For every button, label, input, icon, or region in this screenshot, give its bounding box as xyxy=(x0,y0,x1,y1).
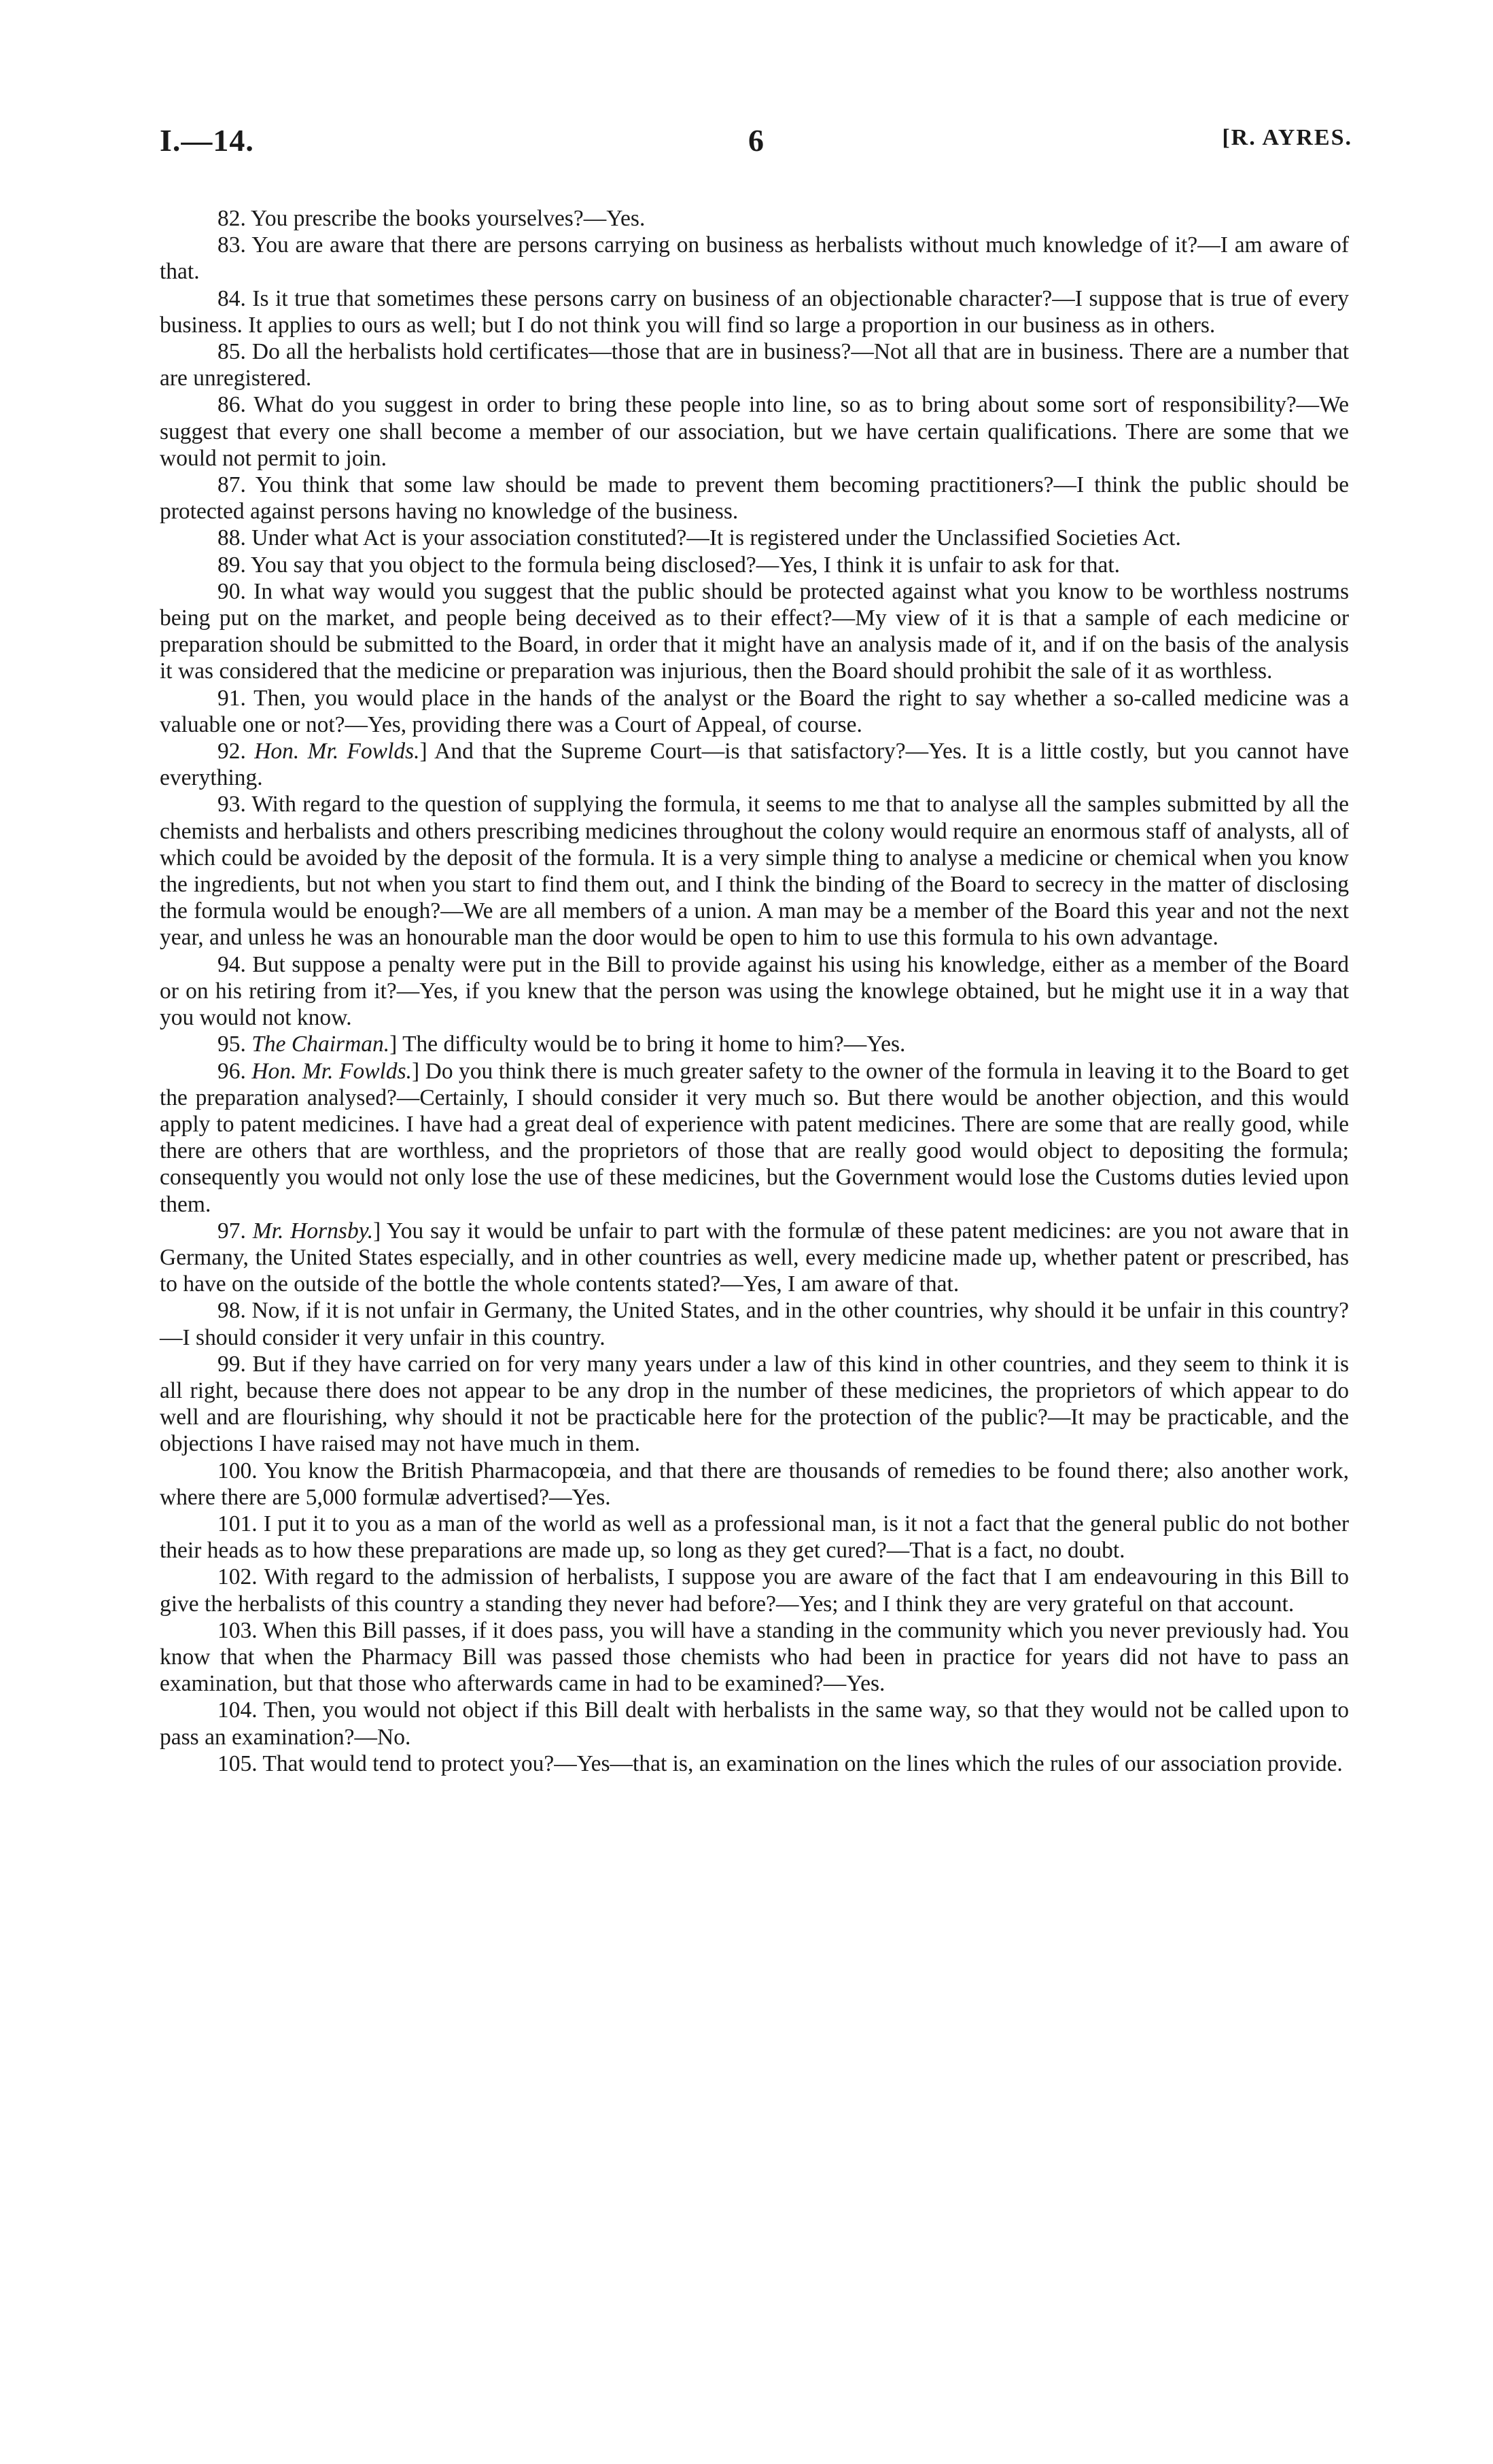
page-number: 6 xyxy=(748,123,764,158)
question-86: 86. What do you suggest in order to bring these people into line, so as to bring about some sort of responsibility?—We suggest that every one shall become a member of our association, but we have certain qualifications. There are some that we would not permit to join. xyxy=(160,392,1349,471)
question-104: 104. Then, you would not object if this Bill dealt with herbalists in the same way, so that they would not be called upon to pass an examination?—No. xyxy=(160,1697,1349,1750)
question-84: 84. Is it true that sometimes these persons carry on business of an objectionable character?—I suppose that is true of every business. It applies to ours as well; but I do not think you will find so large a proportion in our business as in others. xyxy=(160,285,1349,338)
question-100: 100. You know the British Pharmacopœia, and that there are thousands of remedies to be found there; also another work, where there are 5,000 formulæ advertised?—Yes. xyxy=(160,1458,1349,1510)
question-85: 85. Do all the herbalists hold certificates—those that are in business?—Not all that are in business. There are a number that are unregistered. xyxy=(160,339,1349,391)
speaker-name: Mr. Hornsby. xyxy=(252,1218,374,1244)
question-89: 89. You say that you object to the formula being disclosed?—Yes, I think it is unfair to ask for that. xyxy=(217,552,1121,578)
witness-name: [R. AYRES. xyxy=(1222,125,1352,150)
question-91: 91. Then, you would place in the hands of the analyst or the Board the right to say whether a so-called medicine was a valuable one or not?—Yes, providing there was a Court of Appeal, of course. xyxy=(160,685,1349,737)
document-reference: I.—14. xyxy=(160,123,254,158)
question-90: 90. In what way would you suggest that the public should be protected against what you know to be worthless nostrums being put on the market, and people being deceived as to their effect?—My view of it is that a sample of each medicine or preparation should be submitted to the Board, in order that it might have an analysis made of it, and if on the basis of the analysis it was considered that the medicine or preparation was injurious, then the Board should prohibit the sale of it as worthless. xyxy=(160,578,1349,684)
question-87: 87. You think that some law should be made to prevent them becoming practitioners?—I think the public should be protected against persons having no knowledge of the business. xyxy=(160,472,1349,525)
question-99: 99. But if they have carried on for very many years under a law of this kind in other countries, and they seem to think it is all right, because there does not appear to be any drop in the number of these medicines, the proprietors of which appear to do well and are flourishing, why should it not be practicable here for the protection of the public?—It may be practicable, and the objections I have raised may not have much in them. xyxy=(160,1351,1349,1457)
speaker-name: The Chairman. xyxy=(251,1032,390,1057)
evidence-body xyxy=(160,205,1349,1777)
speaker-name: Hon. Mr. Fowlds. xyxy=(254,739,420,764)
question-97: 97. Mr. Hornsby.] You say it would be unfair to part with the formulæ of these patent medicines: are you not aware that in Germany, the United States especially, and in other countries as well, every medicine made up, whether patent or prescribed, has to have on the outside of the bottle the whole contents stated?—Yes, I am aware of that. xyxy=(160,1218,1349,1297)
question-105: 105. That would tend to protect you?—Yes—that is, an examination on the lines which the rules of our association provide. xyxy=(217,1750,1343,1776)
question-93: 93. With regard to the question of supplying the formula, it seems to me that to analyse all the samples submitted by all the chemists and herbalists and others prescribing medicines throughout the colony would require an enormous staff of analysts, all of which could be avoided by the deposit of the formula. It is a very simple thing to analyse a medicine or chemical when you know the ingredients, but not when you start to find them out, and I think the binding of the Board to secrecy in the matter of disclosing the formula would be enough?—We are all members of a union. A man may be a member of the Board this year and not the next year, and unless he was an honourable man the door would be open to him to use this formula to his own advantage. xyxy=(160,792,1349,951)
speaker-name: Hon. Mr. Fowlds. xyxy=(251,1058,412,1084)
question-102: 102. With regard to the admission of herbalists, I suppose you are aware of the fact that I am endeavouring in this Bill to give the herbalists of this country a standing they never had before?—Yes; and I think they are very grateful on that account. xyxy=(160,1564,1349,1617)
question-92: 92. Hon. Mr. Fowlds.] And that the Supreme Court—is that satisfactory?—Yes. It is a little costly, but you cannot have everything. xyxy=(160,739,1350,791)
question-96: 96. Hon. Mr. Fowlds.] Do you think there is much greater safety to the owner of the formula in leaving it to the Board to get the preparation analysed?—Certainly, I should consider it very much so. But there would be another objection, and this would apply to patent medicines. I have had a great deal of experience with patent medicines. There are some that are really good, while there are others that are worthless, and the proprietors of those that are really good would object to depositing the formula; consequently you would not only lose the use of these medicines, but the Government would lose the Customs duties levied upon them. xyxy=(160,1058,1350,1217)
question-101: 101. I put it to you as a man of the world as well as a professional man, is it not a fact that the general public do not bother their heads as to how these preparations are made up, so long as they get cured?—That is a fact, no doubt. xyxy=(160,1511,1349,1564)
page-header xyxy=(160,122,1352,170)
question-83: 83. You are aware that there are persons carrying on business as herbalists without much knowledge of it?—I am aware of that. xyxy=(160,232,1349,285)
question-82: 82. You prescribe the books yourselves?—Yes. xyxy=(217,206,646,231)
question-94: 94. But suppose a penalty were put in the Bill to provide against his using his knowledge, either as a member of the Board or on his retiring from it?—Yes, if you knew that the person was using the knowlege obtained, but he might use it in a way that you would not know. xyxy=(160,951,1349,1031)
question-98: 98. Now, if it is not unfair in Germany, the United States, and in the other countries, why should it be unfair in this country?—I should consider it very unfair in this country. xyxy=(160,1298,1349,1350)
question-103: 103. When this Bill passes, if it does pass, you will have a standing in the community which you never previously had. You know that when the Pharmacy Bill was passed those chemists who had been in practice for years did not have to pass an examination, but that those who afterwards came in had to be examined?—Yes. xyxy=(160,1617,1349,1697)
question-95: 95. The Chairman.] The difficulty would be to bring it home to him?—Yes. xyxy=(217,1032,906,1057)
question-88: 88. Under what Act is your association constituted?—It is registered under the Unclassified Societies Act. xyxy=(217,525,1181,551)
